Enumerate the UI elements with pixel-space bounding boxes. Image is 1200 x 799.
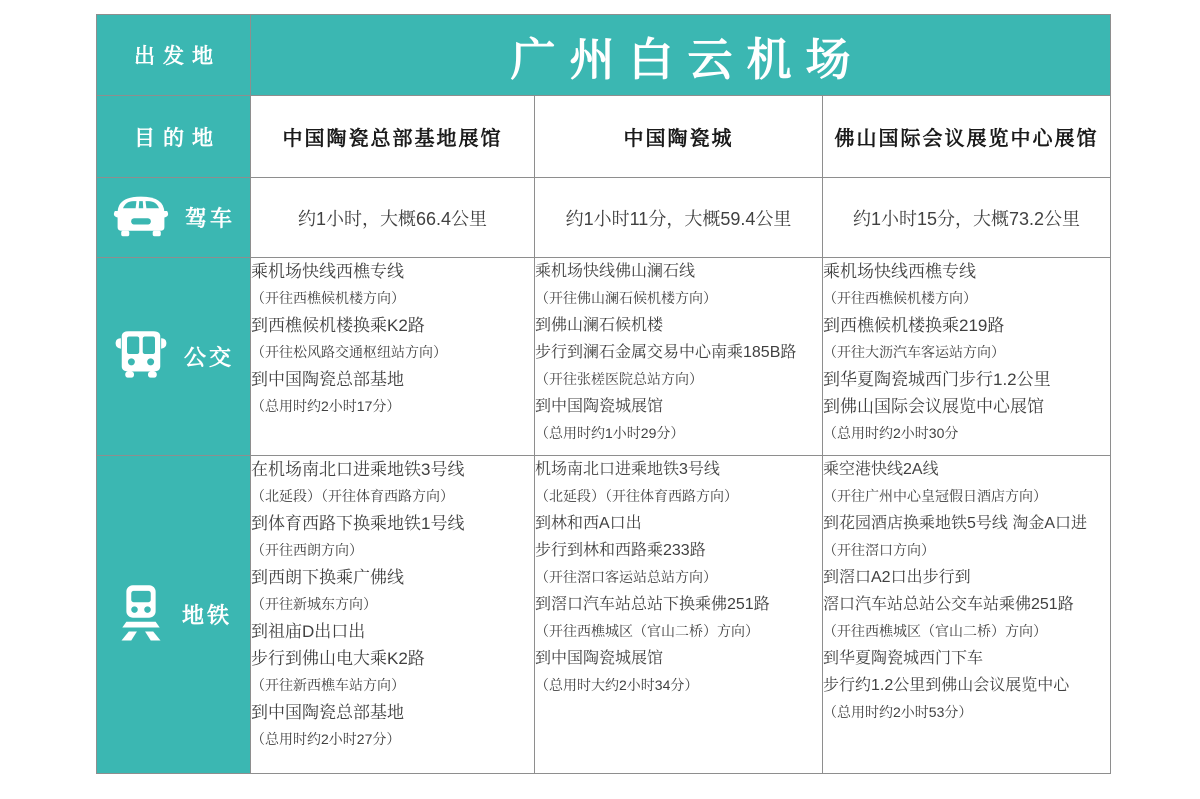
route-step-line: （开往西朗方向）	[251, 542, 363, 558]
route-step-line: 到林和西A口出	[535, 515, 642, 532]
route-step-line: （开往西樵候机楼方向）	[823, 290, 977, 306]
route-step-line: （开往滘口客运站总站方向）	[535, 569, 717, 585]
route-step-line: （北延段）（开往体育西路方向）	[535, 488, 738, 504]
route-step-line: 到中国陶瓷城展馆	[535, 650, 664, 667]
driving-mode-cell	[97, 178, 251, 258]
driving-cell-1	[251, 178, 535, 258]
route-step-line: 约1小时15分，大概73.2公里	[852, 208, 1081, 229]
bus-row	[97, 258, 1111, 456]
route-step-line: 在机场南北口进乘地铁3号线	[251, 460, 465, 479]
route-step-line: 到滘口A2口出步行到	[823, 569, 971, 586]
route-step-line: （总用时大约2小时34分）	[535, 677, 699, 693]
driving-row	[97, 178, 1111, 258]
route-step-line: 步行约1.2公里到佛山会议展览中心	[823, 677, 1070, 694]
route-step-line: （开往西樵城区（官山二桥）方向）	[535, 623, 759, 639]
destination-label: 目的地	[134, 126, 221, 150]
route-step-line: （总用时约1小时29分）	[535, 425, 685, 441]
origin-value-cell	[251, 15, 1111, 96]
destination-header-2: 中国陶瓷城	[535, 96, 823, 178]
origin-label: 出发地	[134, 45, 221, 68]
route-step-line: 到中国陶瓷总部基地	[251, 370, 404, 389]
metro-row	[97, 456, 1111, 774]
route-step-line: （开往张槎医院总站方向）	[535, 371, 703, 387]
driving-label: 驾车	[184, 206, 235, 231]
route-step-line: 到佛山澜石候机楼	[535, 317, 664, 334]
bus-icon	[113, 329, 169, 384]
route-step-line: 到西樵候机楼换乘K2路	[251, 316, 425, 335]
route-step-line: （开往松风路交通枢纽站方向）	[251, 344, 447, 360]
destination-row	[97, 96, 1111, 178]
origin-label-cell	[97, 15, 251, 96]
metro-cell-2	[535, 456, 823, 774]
route-step-line: 到中国陶瓷城展馆	[535, 398, 664, 415]
bus-mode-cell	[97, 258, 251, 456]
route-step-line: 乘机场快线佛山澜石线	[535, 263, 696, 280]
route-step-line: （总用时约2小时30分	[823, 425, 959, 441]
route-step-line: 到西朗下换乘广佛线	[251, 568, 404, 587]
destination-header-1: 中国陶瓷总部基地展馆	[251, 96, 535, 178]
metro-label: 地铁	[181, 603, 232, 628]
route-step-line: 乘机场快线西樵专线	[823, 262, 976, 281]
metro-cell-3	[823, 456, 1111, 774]
route-step-line: 机场南北口进乘地铁3号线	[535, 461, 720, 478]
transport-table	[96, 14, 1111, 774]
driving-cell-3	[823, 178, 1111, 258]
route-step-line: 滘口汽车站总站公交车站乘佛251路	[823, 596, 1074, 613]
route-step-line: 约1小时11分，大概59.4公里	[565, 208, 792, 229]
route-step-line: （开往新西樵车站方向）	[251, 677, 405, 693]
route-step-line: 到体育西路下换乘地铁1号线	[251, 514, 465, 533]
route-step-line: （总用时约2小时27分）	[251, 731, 401, 747]
route-step-line: 到华夏陶瓷城西门步行1.2公里	[823, 370, 1051, 389]
route-step-line: 到花园酒店换乘地铁5号线 淘金A口进	[823, 515, 1088, 532]
metro-mode-cell	[97, 456, 251, 774]
route-step-line: （开往新城东方向）	[251, 596, 377, 612]
origin-row	[97, 15, 1111, 96]
route-step-line: （总用时约2小时17分）	[251, 398, 401, 414]
route-step-line: 步行到澜石金属交易中心南乘185B路	[535, 344, 797, 361]
route-step-line: （开往广州中心皇冠假日酒店方向）	[823, 488, 1047, 504]
route-step-line: 到西樵候机楼换乘219路	[823, 316, 1005, 335]
route-step-line: 到华夏陶瓷城西门下车	[823, 650, 984, 667]
destination-label-cell	[97, 96, 251, 178]
route-step-line: （开往西樵候机楼方向）	[251, 290, 405, 306]
route-step-line: 步行到林和西路乘233路	[535, 542, 706, 559]
destination-header-3: 佛山国际会议展览中心展馆	[823, 96, 1111, 178]
car-icon	[112, 193, 170, 243]
route-step-line: （开往大沥汽车客运站方向）	[823, 344, 1005, 360]
route-step-line: 到滘口汽车站总站下换乘佛251路	[535, 596, 770, 613]
route-step-line: 到佛山国际会议展览中心展馆	[823, 397, 1044, 416]
route-step-line: 乘机场快线西樵专线	[251, 262, 404, 281]
bus-label: 公交	[183, 345, 234, 370]
metro-cell-1	[251, 456, 535, 774]
route-step-line: （开往西樵城区（官山二桥）方向）	[823, 623, 1047, 639]
route-step-line: 约1小时，大概66.4公里	[297, 208, 488, 229]
route-step-line: 到中国陶瓷总部基地	[251, 703, 404, 722]
page-title: 广州白云机场	[510, 33, 865, 85]
route-step-line: （开往滘口方向）	[823, 542, 935, 558]
driving-cell-2	[535, 178, 823, 258]
route-step-line: （总用时约2小时53分）	[823, 704, 973, 720]
route-step-line: 到祖庙D出口出	[251, 622, 366, 641]
bus-cell-3	[823, 258, 1111, 456]
route-step-line: （北延段）（开往体育西路方向）	[251, 488, 454, 504]
route-step-line: 乘空港快线2A线	[823, 461, 939, 478]
bus-cell-1	[251, 258, 535, 456]
route-step-line: 步行到佛山电大乘K2路	[251, 649, 425, 668]
bus-cell-2	[535, 258, 823, 456]
route-step-line: （开往佛山澜石候机楼方向）	[535, 290, 717, 306]
train-icon	[115, 583, 167, 646]
